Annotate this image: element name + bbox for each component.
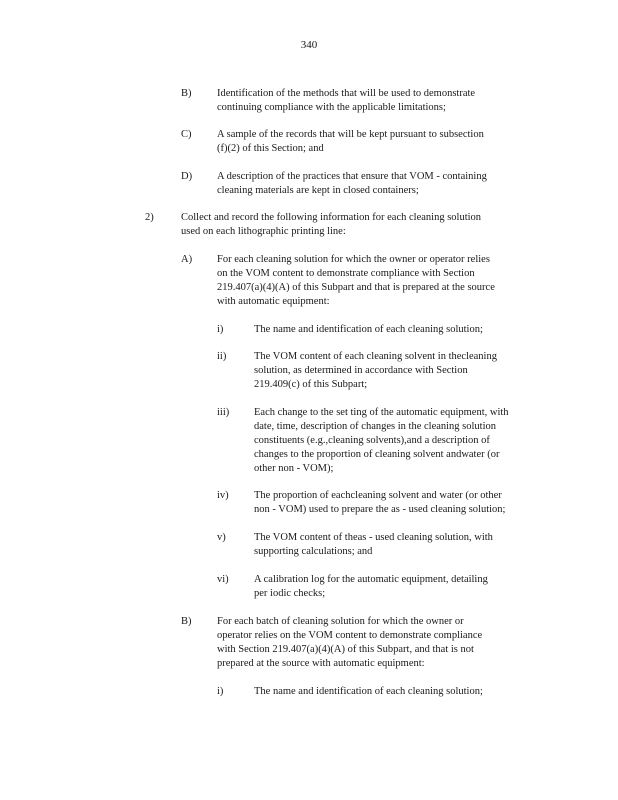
item-label: ii): [217, 351, 227, 362]
item-text: A description of the practices that ensure that VOM - containing cleaning materials are kept in closed containers;: [217, 171, 487, 196]
item-text: The VOM content of theas - used cleaning solution, with supporting calculations; and: [254, 532, 493, 557]
item-text: A calibration log for the automatic equipment, detailing per iodic checks;: [254, 574, 488, 599]
item-text: Each change to the set ting of the automatic equipment, with date, time, description of changes in the cleaning solution constituents (e.g.,cleaning solvents),and a description of changes to the proportion of cleaning solvent andwater (or other non - VOM);: [254, 407, 509, 474]
page-number: 340: [300, 39, 318, 51]
item-label: vi): [217, 574, 229, 585]
item-text: For each batch of cleaning solution for which the owner or operator relies on the VOM content to demonstrate compliance with Section 219.407(a)(4)(A) of this Subpart, and that is not prepared at the source with automatic equipment:: [217, 616, 483, 669]
item-label: i): [217, 324, 224, 335]
item-text: The name and identification of each cleaning solution;: [254, 324, 483, 335]
item-text: The name and identification of each cleaning solution;: [254, 686, 483, 697]
item-text: For each cleaning solution for which the owner or operator relies on the VOM content to demonstrate compliance with Section 219.407(a)(4)(A) of this Subpart and that is prepared at the source with automatic equipment:: [217, 254, 495, 307]
item-text: Collect and record the following information for each cleaning solution used on each lithographic printing line:: [181, 212, 482, 237]
item-label: A): [181, 254, 193, 265]
item-label: iv): [217, 490, 229, 501]
item-label: i): [217, 686, 224, 697]
item-label: C): [181, 129, 192, 140]
item-text: A sample of the records that will be kept pursuant to subsection (f)(2) of this Section; and: [217, 129, 484, 154]
item-label: B): [181, 88, 192, 99]
item-label: iii): [217, 407, 230, 418]
item-label: v): [217, 532, 226, 543]
item-label: B): [181, 616, 192, 627]
item-text: The VOM content of each cleaning solvent in thecleaning solution, as determined in accordance with Section 219.409(c) of this Subpart;: [254, 351, 497, 390]
item-text: Identification of the methods that will be used to demonstrate continuing compliance with the applicable limitations;: [217, 88, 476, 113]
item-label: D): [181, 171, 193, 182]
item-text: The proportion of eachcleaning solvent and water (or other non - VOM) used to prepare the as - used cleaning solution;: [254, 490, 506, 515]
item-label: 2): [145, 212, 154, 223]
